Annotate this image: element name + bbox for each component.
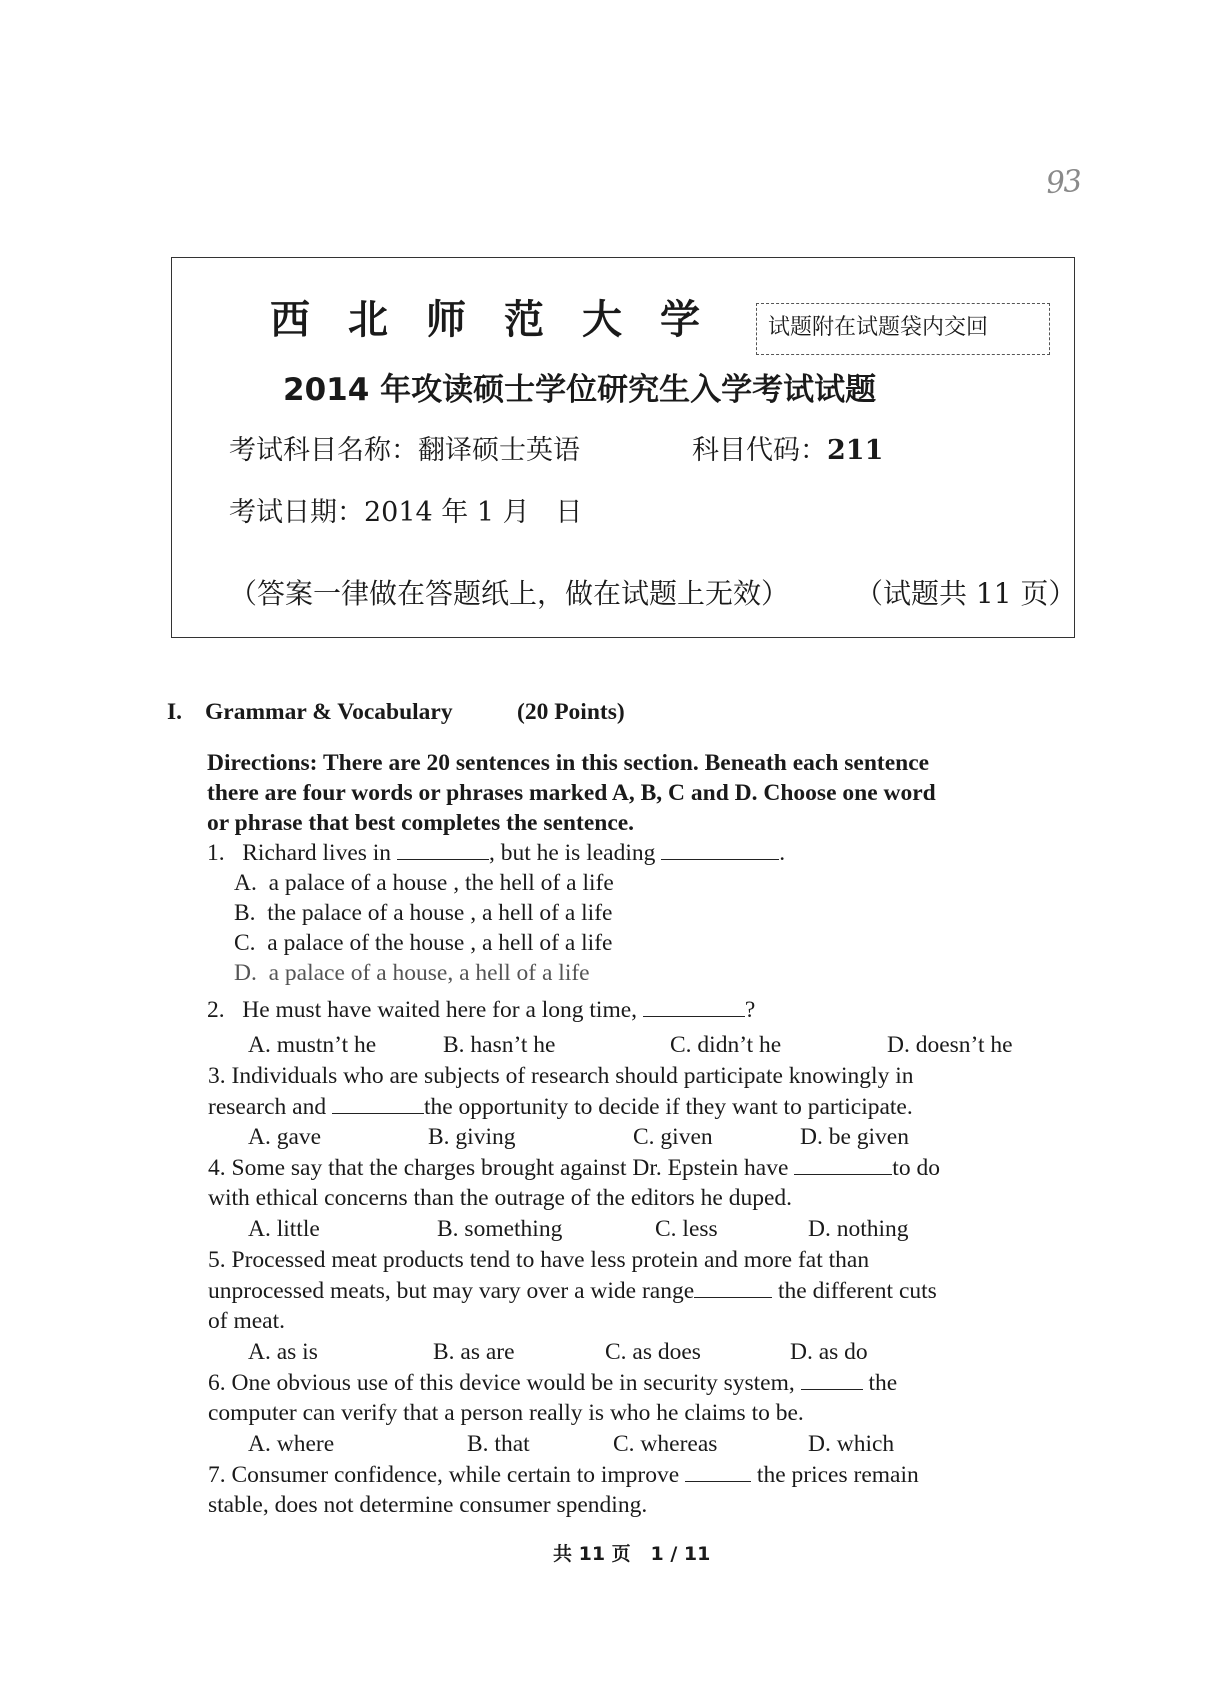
question-text: research and [208,1094,332,1120]
option-c: C. a palace of the house , a hell of a life [234,930,613,956]
answer-blank [332,1095,424,1114]
question-text: Richard lives in [242,840,397,866]
option-c: C. whereas [613,1431,718,1457]
question-7-line: stable, does not determine consumer spending. [208,1492,648,1518]
section-number: I. [167,699,183,725]
directions-line: or phrase that best completes the sentence. [207,810,635,836]
option-a: A. mustn’t he [248,1032,377,1058]
answer-blank [643,998,745,1017]
option-a: A. gave [248,1124,322,1150]
question-text: He must have waited here for a long time, [242,997,643,1023]
section-points: (20 Points) [517,699,625,725]
page-indicator: 1 / 11 [650,1543,711,1565]
subject-code-label: 科目代码： [692,435,827,466]
answer-blank [685,1463,751,1482]
answer-sheet-note: （答案一律做在答题纸上，做在试题上无效） [229,577,790,610]
question-text: the opportunity to decide if they want to participate. [423,1094,913,1120]
option-a: A. where [248,1431,335,1457]
question-5-line [208,1276,937,1306]
page-footer [553,1539,710,1566]
exam-date-line [229,490,582,529]
option-d: D. doesn’t he [887,1032,1013,1058]
question-number: 2. [207,997,225,1023]
option-a: A. little [248,1216,320,1242]
subject-code-value: 211 [827,435,884,466]
answer-blank [794,1156,892,1175]
option-b: B. as are [433,1339,515,1365]
option-b: B. that [467,1431,530,1457]
answer-blank [397,841,489,860]
question-text: to do [892,1155,940,1181]
option-c: C. didn’t he [670,1032,782,1058]
answer-blank [801,1371,863,1390]
question-text: the [862,1370,898,1396]
option-b: B. hasn’t he [443,1032,556,1058]
subject-label: 考试科目名称： [229,435,418,466]
question-text: 6. One obvious use of this device would be in security system, [208,1370,801,1396]
directions-line: there are four words or phrases marked A, B, C and D. Choose one word [207,780,936,806]
question-text: 4. Some say that the charges brought against Dr. Epstein have [208,1155,795,1181]
question-5-line: of meat. [208,1308,285,1334]
option-d: D. which [808,1431,895,1457]
option-a: A. as is [248,1339,318,1365]
exam-title: 2014 年攻读硕士学位研究生入学考试试题 [283,372,877,408]
exam-date-label: 考试日期： [229,497,364,528]
question-number: 1. [207,840,225,866]
question-text: , but he is leading [488,840,662,866]
question-text: the prices remain [751,1462,919,1488]
question-7-line [208,1460,919,1490]
total-pages-note: （试题共 11 页） [855,577,1077,610]
exam-date-value: 2014 年 1 月 日 [364,497,583,528]
answer-blank [694,1279,772,1298]
option-b: B. something [437,1216,563,1242]
option-b: B. giving [428,1124,516,1150]
handwritten-page-mark: 93 [1044,163,1082,202]
subject-name: 翻译硕士英语 [418,435,580,466]
option-b: B. the palace of a house , a hell of a life [234,900,613,926]
option-d: D. as do [790,1339,868,1365]
option-d: D. a palace of a house, a hell of a life [234,960,590,986]
subject-line [229,428,580,467]
subject-code-line [692,428,883,467]
question-5-line: 5. Processed meat products tend to have less protein and more fat than [208,1247,870,1273]
question-text: . [779,840,786,866]
option-c: C. less [655,1216,718,1242]
question-6-line [208,1368,897,1398]
question-4-line: with ethical concerns than the outrage of the editors he duped. [208,1185,793,1211]
answer-blank [661,841,779,860]
directions-line: Directions: There are 20 sentences in this section. Beneath each sentence [207,750,930,776]
section-title: Grammar & Vocabulary [205,699,453,725]
question-4-line [208,1153,940,1183]
question-2 [207,995,755,1025]
question-text: unprocessed meats, but may vary over a wide range [208,1278,695,1304]
option-d: D. nothing [808,1216,909,1242]
option-a: A. a palace of a house , the hell of a life [234,870,614,896]
university-name: 西北师范大学 [270,297,738,343]
option-d: D. be given [800,1124,909,1150]
question-1 [207,838,785,868]
question-text: ? [744,997,756,1023]
option-c: C. given [633,1124,713,1150]
question-3-line [208,1092,913,1122]
option-c: C. as does [605,1339,701,1365]
question-text: the different cuts [772,1278,937,1304]
return-note: 试题附在试题袋内交回 [768,315,989,340]
question-3-line: 3. Individuals who are subjects of research should participate knowingly in [208,1063,914,1089]
question-6-line: computer can verify that a person really is who he claims to be. [208,1400,804,1426]
total-pages: 共 11 页 [553,1543,631,1565]
question-text: 7. Consumer confidence, while certain to improve [208,1462,686,1488]
